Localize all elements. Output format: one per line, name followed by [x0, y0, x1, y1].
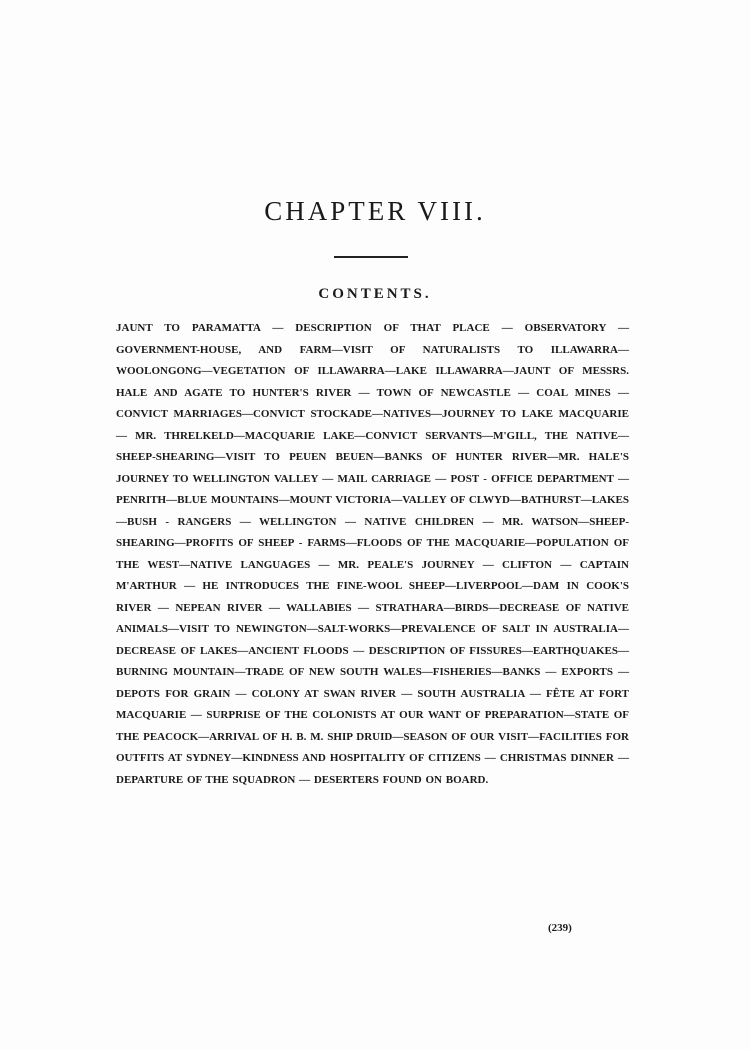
contents-summary: JAUNT TO PARAMATTA — DESCRIPTION OF THAT PLACE — OBSERVATORY — GOVERNMENT-HOUSE, AND FARM—VISIT OF NATURALISTS TO ILLAWARRA—WOOLONGONG—VEGETATION OF ILLAWARRA—LAKE ILLAWARRA—JAUNT OF MESSRS. HALE AND AGATE TO HUNTER'S RIVER — TOWN OF NEWCASTLE — COAL MINES — CONVICT MARRIAGES—CONVICT STOCKADE—NATIVES—JOURNEY TO LAKE MACQUARIE — MR. THRELKELD—MACQUARIE LAKE—CONVICT SERVANTS—M'GILL, THE NATIVE—SHEEP-SHEARING—VISIT TO PEUEN BEUEN—BANKS OF HUNTER RIVER—MR. HALE'S JOURNEY TO WELLINGTON VALLEY — MAIL CARRIAGE — POST - OFFICE DEPARTMENT — PENRITH—BLUE MOUNTAINS—MOUNT VICTORIA—VALLEY OF CLWYD—BATHURST—LAKES—BUSH - RANGERS — WELLINGTON — NATIVE CHILDREN — MR. WATSON—SHEEP-SHEARING—PROFITS OF SHEEP - FARMS—FLOODS OF THE MACQUARIE—POPULATION OF THE WEST—NATIVE LANGUAGES — MR. PEALE'S JOURNEY — CLIFTON — CAPTAIN M'ARTHUR — HE INTRODUCES THE FINE-WOOL SHEEP—LIVERPOOL—DAM IN COOK'S RIVER — NEPEAN RIVER — WALLABIES — STRATHARA—BIRDS—DECREASE OF NATIVE ANIMALS—VISIT TO NEWINGTON—SALT-WORKS—PREVALENCE OF SALT IN AUSTRALIA—DECREASE OF LAKES—ANCIENT FLOODS — DESCRIPTION OF FISSURES—EARTHQUAKES—BURNING MOUNTAIN—TRADE OF NEW SOUTH WALES—FISHERIES—BANKS — EXPORTS — DEPOTS FOR GRAIN — COLONY AT SWAN RIVER — SOUTH AUSTRALIA — FÊTE AT FORT MACQUARIE — SURPRISE OF THE COLONISTS AT OUR WANT OF PREPARATION—STATE OF THE PEACOCK—ARRIVAL OF H. B. M. SHIP DRUID—SEASON OF OUR VISIT—FACILITIES FOR OUTFITS AT SYDNEY—KINDNESS AND HOSPITALITY OF CITIZENS — CHRISTMAS DINNER — DEPARTURE OF THE SQUADRON — DESERTERS FOUND ON BOARD. [116, 322, 629, 786]
chapter-title: CHAPTER VIII. [264, 196, 486, 226]
title-divider [334, 256, 408, 258]
page-number: (239) [548, 922, 572, 934]
contents-heading: CONTENTS. [318, 286, 432, 302]
